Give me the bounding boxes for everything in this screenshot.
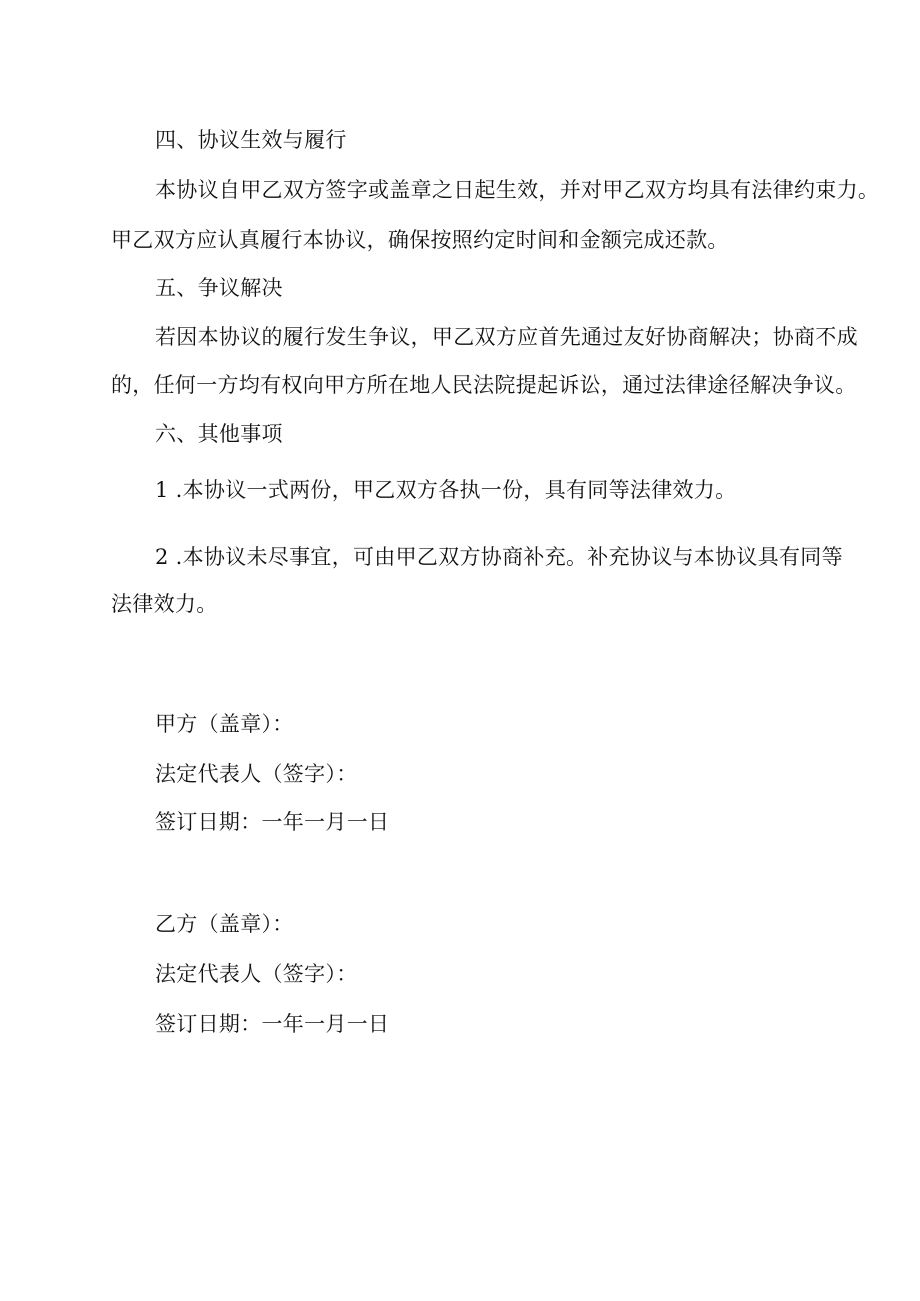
party-b-seal-label: 乙方（盖章）：	[155, 912, 294, 936]
party-b-representative-label: 法定代表人（签字）：	[155, 962, 358, 986]
section-5-paragraph-line-1: 若因本协议的履行发生争议，甲乙双方应首先通过友好协商解决；协商不成	[155, 325, 858, 349]
party-a-representative-label: 法定代表人（签字）：	[155, 762, 358, 786]
section-5-heading: 五、争议解决	[155, 276, 283, 300]
party-a-seal-label: 甲方（盖章）：	[155, 712, 294, 736]
section-5-paragraph-line-2: 的，任何一方均有权向甲方所在地人民法院提起诉讼，通过法律途径解决争议。	[111, 373, 857, 397]
party-b-date-label: 签订日期：一年一月一日	[155, 1012, 390, 1036]
section-4-heading: 四、协议生效与履行	[155, 128, 347, 152]
section-6-item-2-line-1: 2 .本协议未尽事宜，可由甲乙双方协商补充。补充协议与本协议具有同等	[155, 545, 843, 569]
section-6-item-2-line-2: 法律效力。	[111, 592, 218, 616]
section-4-paragraph-line-1: 本协议自甲乙双方签字或盖章之日起生效，并对甲乙双方均具有法律约束力。	[155, 178, 880, 202]
section-6-heading: 六、其他事项	[155, 422, 283, 446]
section-4-paragraph-line-2: 甲乙双方应认真履行本协议，确保按照约定时间和金额完成还款。	[111, 228, 729, 252]
section-6-item-1: 1 .本协议一式两份，甲乙双方各执一份，具有同等法律效力。	[155, 478, 737, 502]
party-a-date-label: 签订日期：一年一月一日	[155, 810, 390, 834]
